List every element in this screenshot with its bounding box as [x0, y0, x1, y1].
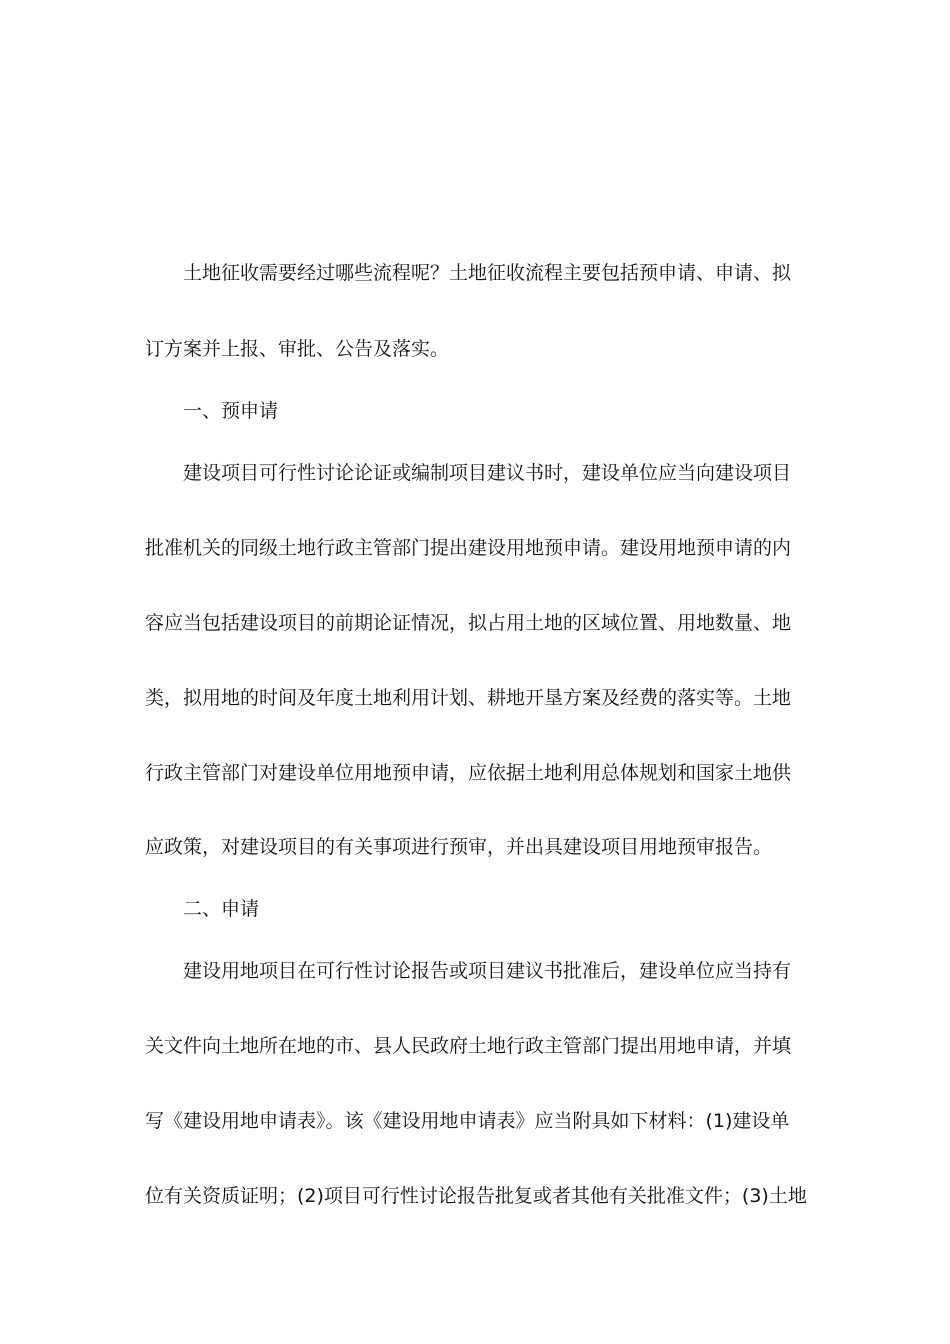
- paragraph-line: 位有关资质证明；(2)项目可行性讨论报告批复或者其他有关批准文件；(3)土地: [145, 1185, 807, 1207]
- paragraph-line: 批准机关的同级土地行政主管部门提出建设用地预申请。建设用地预申请的内: [145, 537, 792, 559]
- paragraph-line: 行政主管部门对建设单位用地预申请，应依据土地利用总体规划和国家土地供: [145, 762, 792, 784]
- paragraph-line: 类，拟用地的时间及年度土地利用计划、耕地开垦方案及经费的落实等。土地: [145, 687, 792, 709]
- section-heading-application: 二、申请: [183, 898, 260, 920]
- intro-line-1: 土地征收需要经过哪些流程呢？土地征收流程主要包括预申请、申请、拟: [183, 262, 792, 284]
- paragraph-line: 写《建设用地申请表》。该《建设用地申请表》应当附具如下材料：(1)建设单: [145, 1110, 790, 1132]
- paragraph-line: 应政策，对建设项目的有关事项进行预审，并出具建设项目用地预审报告。: [145, 836, 773, 858]
- paragraph-line: 容应当包括建设项目的前期论证情况，拟占用土地的区域位置、用地数量、地: [145, 612, 792, 634]
- paragraph-line: 建设项目可行性讨论论证或编制项目建议书时，建设单位应当向建设项目: [183, 462, 792, 484]
- section-heading-pre-application: 一、预申请: [183, 400, 279, 422]
- paragraph-line: 关文件向土地所在地的市、县人民政府土地行政主管部门提出用地申请，并填: [145, 1035, 792, 1057]
- intro-line-2: 订方案并上报、审批、公告及落实。: [145, 338, 450, 360]
- paragraph-line: 建设用地项目在可行性讨论报告或项目建议书批准后，建设单位应当持有: [183, 960, 792, 982]
